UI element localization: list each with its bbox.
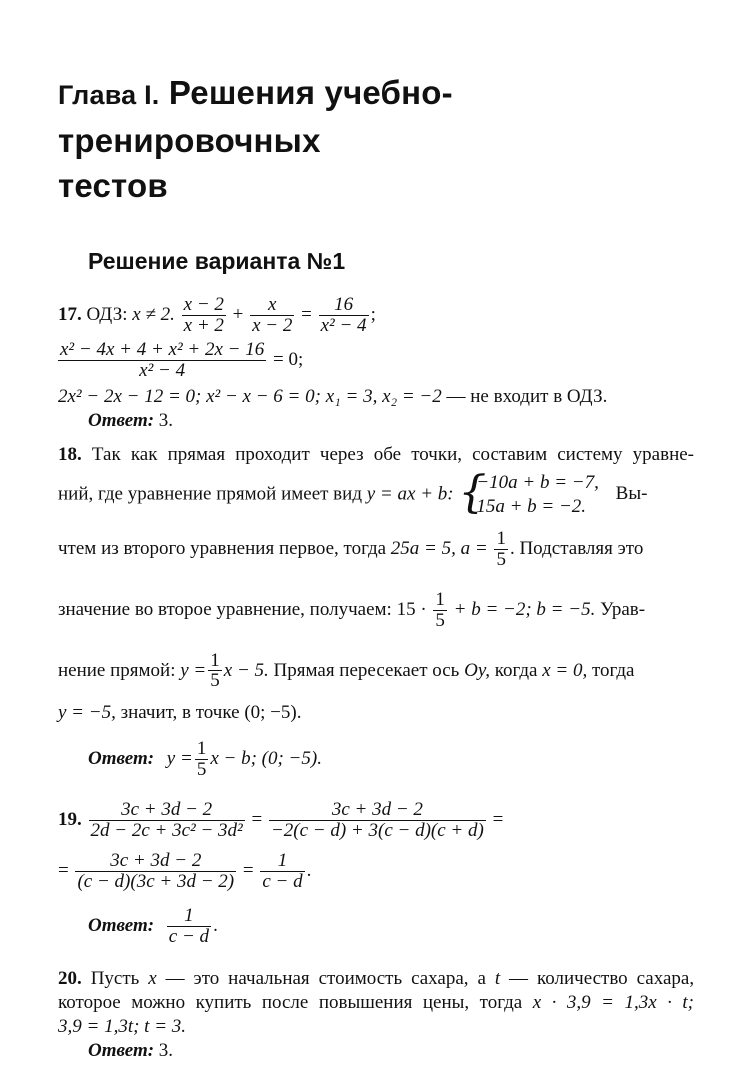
answer-label: Ответ: — [88, 914, 155, 936]
variable: t — [494, 967, 501, 989]
problem-20-answer — [88, 1039, 694, 1063]
text: Вы- — [615, 483, 648, 505]
text: Урав- — [600, 598, 646, 620]
chapter-prefix: Глава I. — [58, 80, 160, 110]
denominator: (c − d)(3c + 3d − 2) — [77, 871, 235, 893]
equals-sign: = — [58, 859, 69, 881]
problem-18-line3 — [58, 529, 694, 570]
text: значение во второе уравнение, получаем: — [58, 598, 392, 620]
text: чтем из второго уравнения первое, тогда — [58, 537, 387, 559]
text: . Подставляя это — [509, 537, 644, 559]
fraction — [58, 340, 266, 381]
equation-system — [458, 466, 599, 519]
numerator: 16 — [319, 295, 369, 316]
answer-value: y = — [166, 748, 193, 770]
fraction — [167, 906, 211, 947]
odz-label: ОДЗ: — [86, 303, 128, 325]
system-row: 15a + b = −2. — [476, 495, 587, 517]
problem-18-line6 — [58, 701, 694, 725]
problem-19-line1 — [58, 800, 694, 841]
chapter-title-line2: тестов — [58, 167, 168, 204]
semicolon: ; — [370, 303, 376, 325]
text: значит, в точке — [120, 702, 240, 724]
answer-label: Ответ: — [88, 748, 155, 770]
text: — количество сахара, — [509, 967, 695, 989]
answer-value: 3. — [158, 409, 174, 431]
equation: y = — [180, 659, 207, 681]
equals-sign: = — [301, 303, 312, 325]
fraction — [494, 529, 508, 570]
text: Пусть — [90, 967, 140, 989]
brace-icon: { — [458, 466, 487, 518]
problem-17-line3 — [58, 385, 694, 409]
equation: x · 3,9 = 1,3x · t; — [532, 991, 695, 1013]
numerator: 1 — [260, 851, 304, 872]
text: тогда — [591, 659, 635, 681]
problem-17-line1 — [58, 295, 694, 336]
text: ний, где уравнение прямой имеет вид — [58, 483, 362, 505]
equation: y = −5, — [58, 702, 116, 724]
numerator: 3c + 3d − 2 — [269, 800, 486, 821]
equals-sign: = — [492, 809, 504, 831]
numerator: 3c + 3d − 2 — [75, 851, 236, 872]
denominator: x − 2 — [252, 314, 293, 336]
denominator: 5 — [435, 609, 445, 631]
equation: x − 5. — [223, 659, 269, 681]
chapter-title — [58, 70, 694, 208]
numerator: 1 — [496, 527, 506, 549]
line-equation: y = ax + b: — [366, 483, 454, 505]
fraction — [260, 851, 304, 892]
period: . — [306, 859, 312, 881]
problem-18-line5 — [58, 651, 694, 692]
answer-label: Ответ: — [88, 409, 155, 431]
text: нение прямой: — [58, 659, 176, 681]
problem-number: 17. — [58, 303, 82, 325]
problem-number: 20. — [58, 967, 82, 989]
answer-label: Ответ: — [88, 1039, 155, 1061]
denominator: x + 2 — [183, 314, 224, 336]
problem-17-line2 — [58, 340, 694, 381]
fraction — [319, 295, 369, 336]
fraction — [433, 590, 447, 631]
text: Так как прямая проходит через обе точки, составим систему уравне- — [91, 443, 695, 465]
equation-chain: 2x² − 2x − 12 = 0; x² − x − 6 = 0; x₁ = 3, x₂ = −2 — [58, 385, 442, 407]
fraction — [208, 651, 222, 692]
equation: 3,9 = 1,3t; t = 3. — [58, 1015, 187, 1037]
numerator: 3c + 3d − 2 — [89, 800, 245, 821]
problem-20-line2 — [58, 991, 694, 1015]
numerator: 1 — [435, 588, 445, 610]
variable: x — [148, 967, 157, 989]
variant-heading: Решение варианта №1 — [88, 248, 346, 274]
denominator: 5 — [196, 759, 207, 781]
answer-value: 3. — [158, 1039, 174, 1061]
equation: 25a = 5, a = — [390, 537, 488, 559]
problem-20-line1 — [58, 967, 694, 991]
numerator: x² − 4x + 4 + x² + 2x − 16 — [60, 338, 265, 360]
fraction — [269, 800, 486, 841]
problem-number: 18. — [58, 443, 82, 465]
problem-18-answer — [88, 739, 694, 780]
problem-18-line4 — [58, 590, 694, 631]
denominator: c − d — [262, 871, 303, 893]
denominator: c − d — [168, 925, 210, 947]
text: — это начальная стоимость сахара, а — [165, 967, 486, 989]
problem-20-line3 — [58, 1015, 694, 1039]
equation: + b = −2; b = −5. — [453, 598, 596, 620]
equation: x = 0, — [542, 659, 588, 681]
answer-value: x − b; (0; −5). — [210, 748, 322, 770]
problem-17-answer — [88, 409, 694, 433]
problem-number: 19. — [58, 809, 82, 831]
numerator: 1 — [167, 906, 211, 927]
numerator: 1 — [210, 649, 220, 671]
problem-19-line2 — [58, 851, 694, 892]
equals-sign: = — [242, 859, 254, 881]
numerator: 1 — [196, 738, 207, 760]
denominator: −2(c − d) + 3(c − d)(c + d) — [270, 820, 484, 842]
fraction — [89, 800, 245, 841]
equals-sign: = — [251, 809, 263, 831]
page — [58, 70, 694, 1063]
axis-name: Oy, — [464, 659, 490, 681]
plus-sign: + — [232, 303, 244, 325]
denominator: x² − 4 — [320, 314, 367, 336]
text: Прямая пересекает ось — [273, 659, 460, 681]
fraction — [75, 851, 236, 892]
fraction — [182, 295, 226, 336]
equation: 15 · — [396, 598, 427, 620]
problem-18-line2 — [58, 466, 694, 519]
odz-condition: x ≠ 2. — [132, 303, 175, 325]
problem-19-answer — [88, 906, 694, 947]
text: когда — [494, 659, 538, 681]
denominator: 5 — [210, 670, 220, 692]
numerator: x — [250, 295, 294, 316]
denominator: x² − 4 — [139, 359, 186, 381]
equation-rest: = 0; — [272, 348, 304, 370]
period: . — [213, 914, 218, 936]
point: (0; −5). — [244, 702, 302, 724]
fraction — [250, 295, 294, 336]
odz-note: — не входит в ОДЗ. — [446, 385, 608, 407]
denominator: 5 — [496, 548, 506, 570]
fraction — [195, 739, 209, 780]
numerator: x − 2 — [183, 294, 224, 315]
denominator: 2d − 2c + 3c² − 3d² — [90, 820, 243, 842]
text: которое можно купить после повышения цены, тогда — [58, 991, 523, 1013]
problem-18-line1 — [58, 443, 694, 467]
system-row: −10a + b = −7, — [476, 471, 599, 493]
chapter-title-line1: Решения учебно-тренировочных — [58, 74, 453, 159]
